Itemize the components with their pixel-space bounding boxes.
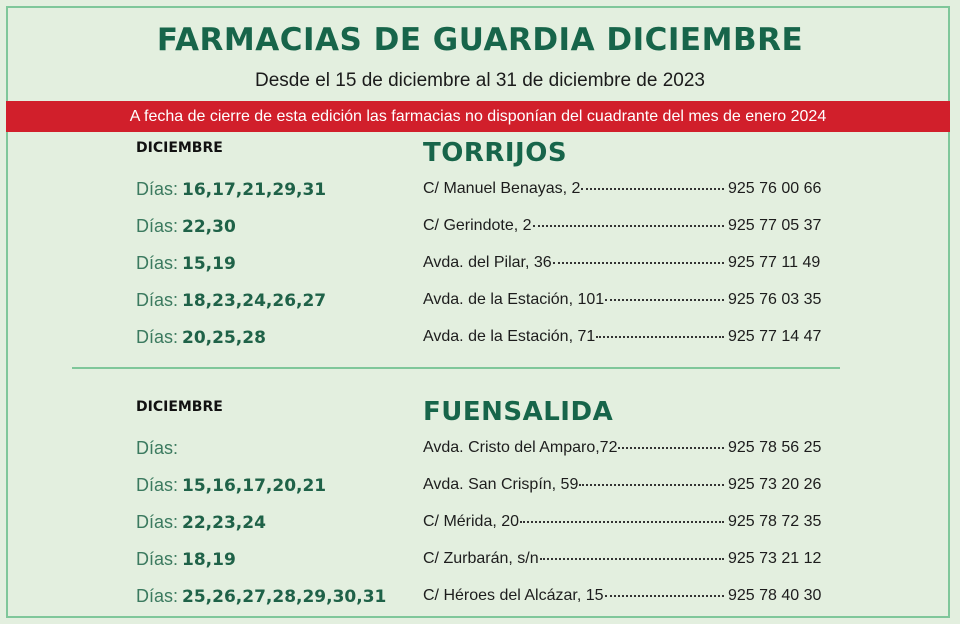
duty-days	[136, 174, 326, 204]
pharmacy-row	[8, 544, 952, 574]
phone-number: 925 78 72 35	[728, 513, 822, 530]
address-line	[423, 470, 725, 500]
pharmacy-row	[8, 433, 952, 463]
phone-number: 925 77 14 47	[728, 328, 822, 345]
pharmacy-row	[8, 507, 952, 537]
duty-days	[136, 470, 326, 500]
notice-banner: A fecha de cierre de esta edición las farmacias no disponían del cuadrante del mes de enero 2024	[6, 101, 950, 132]
days-prefix: Días:	[136, 179, 179, 199]
address: C/ Héroes del Alcázar, 15	[423, 587, 604, 604]
address-line	[423, 322, 725, 352]
address-line	[423, 248, 725, 278]
phone-number: 925 73 21 12	[728, 550, 822, 567]
days-prefix: Días:	[136, 253, 179, 273]
days-list: 22,30	[182, 217, 236, 237]
days-list: 16,17,21,29,31	[182, 180, 327, 200]
duty-days	[136, 248, 236, 278]
phone-number: 925 77 05 37	[728, 217, 822, 234]
address: Avda. de la Estación, 71	[423, 328, 596, 345]
phone-number: 925 77 11 49	[728, 254, 821, 271]
phone-number: 925 76 00 66	[728, 180, 822, 197]
address: Avda. del Pilar, 36	[423, 254, 552, 271]
duty-days	[136, 433, 182, 463]
dot-leader	[540, 558, 724, 560]
duty-days	[136, 507, 266, 537]
days-prefix: Días:	[136, 327, 179, 347]
days-prefix: Días:	[136, 290, 179, 310]
address: C/ Manuel Benayas, 2	[423, 180, 581, 197]
town-heading: FUENSALIDA	[423, 397, 614, 427]
pharmacy-row	[8, 285, 952, 315]
pharmacy-row	[8, 322, 952, 352]
dot-leader	[618, 447, 724, 449]
pharmacy-row	[8, 248, 952, 278]
pharmacy-row	[8, 211, 952, 241]
days-prefix: Días:	[136, 475, 179, 495]
dot-leader	[605, 595, 724, 597]
pharmacy-row	[8, 174, 952, 204]
dot-leader	[579, 484, 724, 486]
address: Avda. San Crispín, 59	[423, 476, 579, 493]
days-list: 18,19	[182, 550, 236, 570]
dot-leader	[520, 521, 724, 523]
address: C/ Gerindote, 2	[423, 217, 532, 234]
duty-days	[136, 544, 236, 574]
pharmacy-row	[8, 470, 952, 500]
address: C/ Zurbarán, s/n	[423, 550, 539, 567]
days-prefix: Días:	[136, 549, 179, 569]
duty-days	[136, 322, 266, 352]
days-prefix: Días:	[136, 512, 179, 532]
address-line	[423, 433, 725, 463]
duty-days	[136, 581, 386, 611]
month-label: DICIEMBRE	[136, 140, 223, 156]
dot-leader	[596, 336, 724, 338]
days-list: 22,23,24	[182, 513, 266, 533]
days-list: 25,26,27,28,29,30,31	[182, 587, 387, 607]
address: Avda. Cristo del Amparo,72	[423, 439, 618, 456]
days-prefix: Días:	[136, 438, 179, 458]
duty-days	[136, 285, 326, 315]
month-label: DICIEMBRE	[136, 399, 223, 415]
page-frame	[6, 6, 950, 618]
section-divider	[72, 367, 840, 369]
dot-leader	[581, 188, 724, 190]
phone-number: 925 73 20 26	[728, 476, 822, 493]
days-list: 18,23,24,26,27	[182, 291, 327, 311]
phone-number: 925 78 40 30	[728, 587, 822, 604]
address-line	[423, 285, 725, 315]
page-title: FARMACIAS DE GUARDIA DICIEMBRE	[156, 22, 804, 58]
address-line	[423, 507, 725, 537]
address: Avda. de la Estación, 101	[423, 291, 605, 308]
duty-days	[136, 211, 236, 241]
days-prefix: Días:	[136, 586, 179, 606]
address-line	[423, 211, 725, 241]
dot-leader	[553, 262, 724, 264]
date-range-subtitle: Desde el 15 de diciembre al 31 de diciembre de 2023	[255, 70, 705, 91]
address-line	[423, 581, 725, 611]
days-prefix: Días:	[136, 216, 179, 236]
address: C/ Mérida, 20	[423, 513, 520, 530]
days-list: 20,25,28	[182, 328, 266, 348]
phone-number: 925 78 56 25	[728, 439, 822, 456]
days-list: 15,16,17,20,21	[182, 476, 327, 496]
address-line	[423, 174, 725, 204]
pharmacy-row	[8, 581, 952, 611]
address-line	[423, 544, 725, 574]
dot-leader	[533, 225, 725, 227]
days-list: 15,19	[182, 254, 236, 274]
town-heading: TORRIJOS	[423, 138, 568, 168]
dot-leader	[605, 299, 724, 301]
phone-number: 925 76 03 35	[728, 291, 822, 308]
